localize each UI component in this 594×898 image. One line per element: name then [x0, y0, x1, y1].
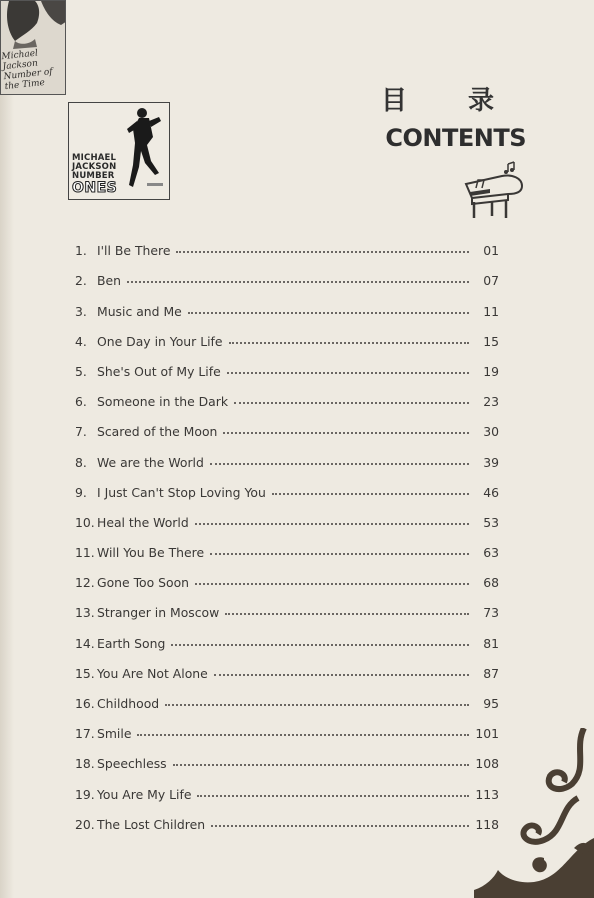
toc-entry-number: 1.	[75, 243, 87, 259]
toc-entry	[75, 258, 499, 288]
toc-entry-name: We are the World	[97, 454, 204, 470]
toc-entry-name: Gone Too Soon	[97, 575, 190, 591]
toc-entry-name: I Just Can't Stop Loving You	[97, 484, 266, 500]
toc-entry-number: 17.	[75, 726, 95, 742]
toc-entry	[75, 319, 499, 349]
dot-leader	[171, 643, 469, 646]
dot-leader	[234, 401, 469, 404]
toc-entry-page: 73	[483, 605, 499, 621]
dot-leader	[176, 250, 469, 253]
toc-entry	[75, 500, 499, 530]
toc-entry-name: One Day in Your Life	[97, 333, 223, 349]
dot-leader	[229, 341, 469, 344]
toc-entry-title	[75, 424, 223, 439]
dot-leader	[227, 371, 469, 374]
toc-entry	[75, 560, 499, 590]
toc-entry	[75, 409, 499, 439]
toc-entry-name: You Are Not Alone	[97, 665, 208, 681]
dot-leader	[225, 612, 469, 615]
toc-entry-name: Heal the World	[97, 514, 189, 530]
toc-entry	[75, 711, 499, 741]
toc-entry-number: 16.	[75, 696, 95, 711]
dot-leader	[210, 462, 469, 465]
toc-entry-number: 20.	[75, 816, 95, 832]
toc-entry-number: 7.	[75, 424, 87, 440]
toc-entry-page: 39	[483, 454, 499, 470]
dot-leader	[197, 794, 469, 797]
ornament-icon	[474, 728, 594, 898]
toc-entry-name: Stranger in Moscow	[97, 605, 220, 621]
toc-entry-number: 3.	[75, 303, 87, 319]
dot-leader	[211, 824, 469, 827]
dot-leader	[214, 673, 469, 676]
toc-entry-page: 46	[483, 484, 499, 500]
toc-entry-name: Music and Me	[97, 303, 182, 319]
toc-entry-name: Ben	[97, 273, 121, 289]
toc-entry-title	[75, 455, 210, 470]
toc-entry-title	[75, 394, 234, 409]
toc-entry-title	[75, 756, 173, 771]
toc-entry-title	[75, 726, 137, 741]
toc-entry-page: 19	[483, 363, 499, 379]
dot-leader	[195, 522, 469, 525]
toc-entry-number: 9.	[75, 484, 87, 500]
dot-leader	[137, 733, 469, 736]
signature-text: Michael Jackson Number of the Time	[1, 48, 54, 93]
toc-entry-page: 01	[483, 243, 499, 259]
toc-entry-page: 63	[483, 545, 499, 561]
toc-entry-number: 10.	[75, 514, 95, 530]
toc-entry-title	[75, 817, 211, 832]
toc-entry-number: 11.	[75, 545, 95, 561]
toc-entry-title	[75, 666, 214, 681]
toc-entry-name: I'll Be There	[97, 243, 171, 259]
toc-entry-name: She's Out of My Life	[97, 363, 221, 379]
toc-entry-title	[75, 696, 165, 711]
toc-entry-page: 15	[483, 333, 499, 349]
toc-entry	[75, 288, 499, 318]
toc-entry-page: 23	[483, 394, 499, 410]
toc-entry	[75, 530, 499, 560]
toc-entry-name: Will You Be There	[97, 545, 205, 561]
toc-entry-page: 87	[483, 665, 499, 681]
toc-entry-number: 2.	[75, 273, 87, 289]
dot-leader	[272, 492, 469, 495]
toc-entry-page: 118	[475, 816, 499, 832]
dot-leader	[188, 311, 469, 314]
logo-line-3: NUMBER	[72, 171, 115, 181]
toc-entry	[75, 802, 499, 832]
toc-entry-page: 95	[483, 696, 499, 711]
toc-entry-title	[75, 515, 195, 530]
toc-entry-title	[75, 636, 171, 651]
toc-entry	[75, 349, 499, 379]
toc-entry-number: 19.	[75, 786, 95, 802]
toc-entry-number: 15.	[75, 665, 95, 681]
toc-entry-page: 30	[483, 424, 499, 440]
table-of-contents	[75, 228, 499, 832]
toc-entry	[75, 379, 499, 409]
page-title-chinese: 目 录	[380, 86, 520, 116]
toc-entry	[75, 620, 499, 650]
dot-leader	[223, 431, 469, 434]
toc-entry-title	[75, 605, 225, 620]
dot-leader	[127, 280, 469, 283]
toc-entry-name: Someone in the Dark	[97, 394, 229, 410]
toc-entry-number: 18.	[75, 756, 95, 772]
toc-entry-number: 8.	[75, 454, 87, 470]
toc-entry-title	[75, 304, 188, 319]
toc-entry-title	[75, 787, 197, 802]
toc-entry-page: 68	[483, 575, 499, 591]
toc-entry-name: You Are My Life	[97, 786, 192, 802]
logo-line-2: JACKSON	[72, 162, 117, 172]
dot-leader	[210, 552, 469, 555]
page-title-english: CONTENTS	[385, 124, 526, 152]
toc-entry-title	[75, 575, 195, 590]
toc-entry	[75, 228, 499, 258]
toc-entry-name: Speechless	[97, 756, 167, 772]
toc-entry	[75, 470, 499, 500]
toc-entry-page: 81	[483, 635, 499, 651]
toc-entry	[75, 771, 499, 801]
toc-entry-title	[75, 243, 176, 258]
logo-line-4: ONES	[72, 180, 118, 196]
toc-entry-number: 5.	[75, 363, 87, 379]
toc-entry-title	[75, 334, 229, 349]
toc-entry-page: 108	[475, 756, 499, 772]
toc-entry	[75, 681, 499, 711]
toc-entry-page: 07	[483, 273, 499, 289]
toc-entry-title	[75, 545, 210, 560]
album-logo	[72, 154, 132, 195]
toc-entry	[75, 590, 499, 620]
dot-leader	[173, 763, 469, 766]
toc-entry-number: 4.	[75, 333, 87, 349]
dot-leader	[165, 703, 469, 706]
toc-entry-name: Smile	[97, 726, 132, 742]
piano-icon	[462, 158, 526, 222]
album-logo-photo	[68, 102, 170, 200]
toc-entry-number: 6.	[75, 394, 87, 410]
toc-entry-number: 14.	[75, 635, 95, 651]
toc-entry-name: Scared of the Moon	[97, 424, 218, 440]
toc-entry-name: The Lost Children	[97, 816, 206, 832]
toc-entry-page: 101	[475, 726, 499, 742]
toc-entry-title	[75, 485, 272, 500]
toc-entry-page: 11	[483, 303, 499, 319]
toc-entry-name: Childhood	[97, 696, 160, 711]
toc-entry	[75, 651, 499, 681]
toc-entry-title	[75, 364, 227, 379]
dot-leader	[195, 582, 469, 585]
logo-line-1: MICHAEL	[72, 153, 117, 163]
toc-entry-page: 53	[483, 514, 499, 530]
toc-entry-number: 12.	[75, 575, 95, 591]
toc-entry-number: 13.	[75, 605, 95, 621]
toc-entry	[75, 741, 499, 771]
page-binding-shadow	[0, 0, 14, 898]
toc-entry	[75, 439, 499, 469]
toc-entry-page: 113	[475, 786, 499, 802]
top-photo	[0, 0, 66, 95]
toc-entry-name: Earth Song	[97, 635, 166, 651]
toc-entry-title	[75, 273, 127, 288]
